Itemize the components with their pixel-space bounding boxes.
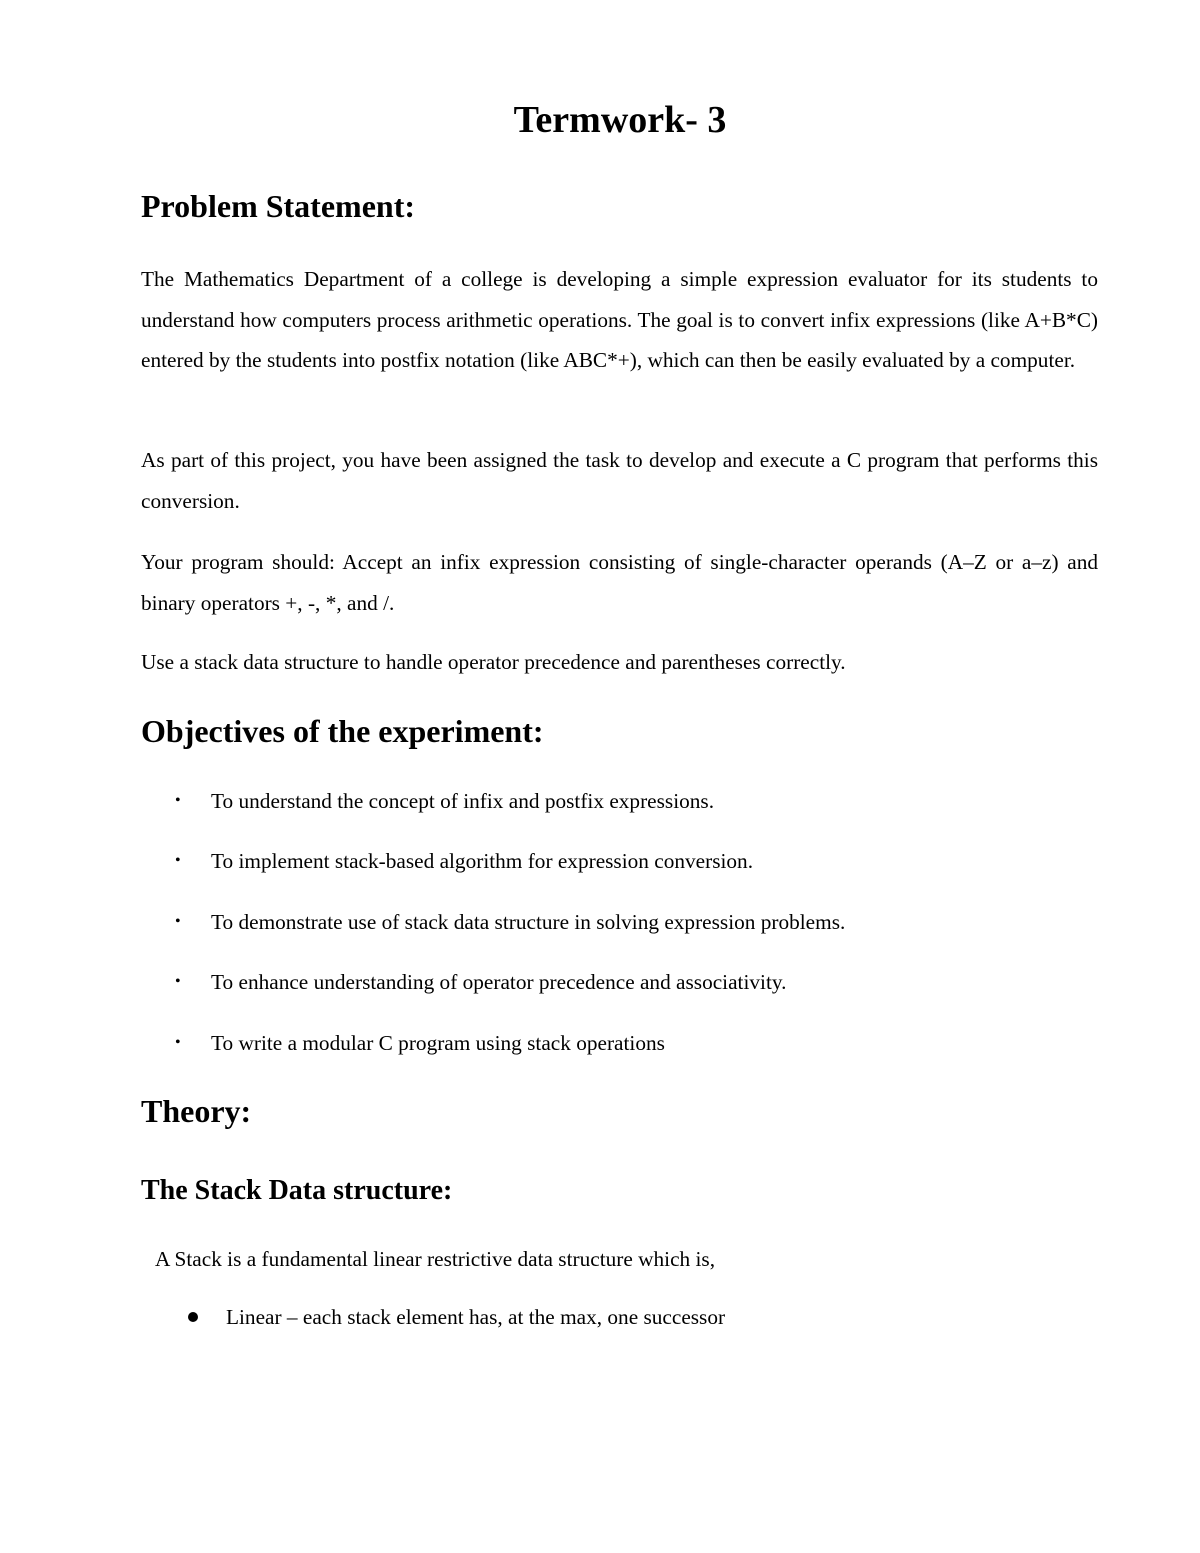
- stack-property-item: Linear – each stack element has, at the max, one successor: [226, 1305, 726, 1329]
- stack-data-structure-heading: The Stack Data structure:: [141, 1175, 453, 1206]
- objectives-list: [0, 786, 1200, 1088]
- objective-text: To enhance understanding of operator precedence and associativity.: [211, 970, 787, 995]
- objectives-heading: Objectives of the experiment:: [141, 713, 544, 749]
- bullet-icon: •: [175, 973, 181, 991]
- objective-text: To implement stack-based algorithm for expression conversion.: [211, 849, 754, 874]
- theory-heading: Theory:: [141, 1093, 252, 1129]
- bullet-dot-icon: [188, 1312, 198, 1322]
- document-title: Termwork- 3: [513, 99, 727, 141]
- objective-item: [0, 786, 1200, 846]
- problem-paragraph-1: The Mathematics Department of a college is developing a simple expression evaluator for its students to understand how computers process arithmetic operations. The goal is to convert infix expressions (like A+B*C) entered by the students into postfix notation (like ABC*+), which can then be easily evaluated by a computer.: [141, 267, 1098, 372]
- problem-paragraph-4: Use a stack data structure to handle operator precedence and parentheses correctly.: [141, 650, 846, 674]
- bullet-icon: •: [175, 1033, 181, 1051]
- problem-statement-heading: Problem Statement:: [141, 188, 415, 224]
- objective-item: [0, 907, 1200, 967]
- bullet-icon: •: [175, 852, 181, 870]
- objective-text: To demonstrate use of stack data structure in solving expression problems.: [211, 909, 846, 934]
- objective-item: [0, 967, 1200, 1027]
- objective-item: [0, 846, 1200, 906]
- objective-item: [0, 1028, 1200, 1088]
- objective-text: To understand the concept of infix and postfix expressions.: [211, 789, 715, 813]
- bullet-icon: •: [175, 792, 181, 809]
- bullet-icon: •: [175, 912, 181, 930]
- stack-intro-text: A Stack is a fundamental linear restrictive data structure which is,: [155, 1247, 716, 1271]
- problem-paragraph-2: As part of this project, you have been assigned the task to develop and execute a C program that performs this conversion.: [141, 448, 1098, 513]
- objective-text: To write a modular C program using stack operations: [211, 1030, 665, 1055]
- problem-paragraph-3: Your program should: Accept an infix expression consisting of single-character operands (A–Z or a–z) and binary operators +, -, *, and /.: [141, 550, 1098, 615]
